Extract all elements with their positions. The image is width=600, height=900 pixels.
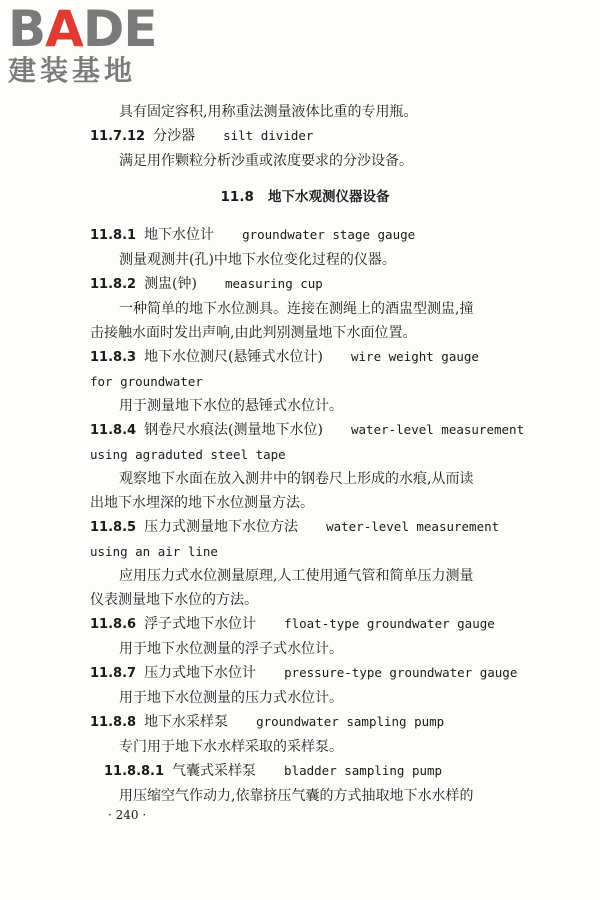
entry-title-zh: 地下水位计 [144, 227, 215, 243]
entry-description: 用于测量地下水位的悬锤式水位计。 [119, 398, 343, 414]
entry-number: 11.7.12 [90, 129, 146, 144]
entry-title-en: float-type groundwater gauge [284, 616, 495, 631]
entry-heading [90, 661, 520, 686]
logo-letters-de: DE [82, 0, 157, 58]
entry-description: 测量观测井(孔)中地下水位变化过程的仪器。 [119, 252, 396, 268]
entry-title-en: pressure-type groundwater gauge [284, 665, 518, 680]
entry-number: 11.8.1 [90, 228, 137, 243]
entry-title-zh: 压力式地下水位计 [144, 665, 257, 681]
entry-title-en: groundwater stage gauge [242, 227, 416, 242]
sub-entry-heading [90, 759, 520, 784]
entry-title-zh: 地下水采样泵 [144, 714, 229, 730]
entry-list [90, 223, 525, 759]
entry-title-en-continued: using an air line [90, 544, 218, 559]
entry-number: 11.8.6 [90, 617, 137, 632]
entry-title-zh: 地下水位测尺(悬锤式水位计) [144, 349, 323, 365]
sub-entry-description: 用压缩空气作动力,依靠挤压气囊的方式抽取地下水水样的 [119, 788, 474, 804]
entry-description: 击接触水面时发出声响,由此判别测量地下水面位置。 [90, 325, 417, 341]
entry-number: 11.8.8 [90, 715, 137, 730]
entry-heading [90, 272, 520, 297]
sub-entry-number: 11.8.8.1 [104, 764, 165, 779]
entry-number: 11.8.5 [90, 520, 137, 535]
entry-title-en-continued: using agraduted steel tape [90, 447, 286, 462]
entry-description: 仪表测量地下水位的方法。 [90, 592, 258, 608]
entry-heading [90, 345, 520, 370]
intro-line: 具有固定容积,用称重法测量液体比重的专用瓶。 [119, 104, 418, 120]
entry-description: 专门用于地下水水样采取的采样泵。 [119, 739, 343, 755]
entry-description: 满足用作颗粒分析沙重或浓度要求的分沙设备。 [119, 153, 413, 169]
entry-heading [90, 515, 520, 540]
entry-title-zh: 压力式测量地下水位方法 [144, 519, 299, 535]
entry-title-en-continued: for groundwater [90, 374, 203, 389]
entry-title-zh: 分沙器 [153, 128, 196, 144]
entry-description: 应用压力式水位测量原理,人工使用通气管和简单压力测量 [119, 568, 474, 584]
entry-title-zh: 测盅(钟) [144, 276, 197, 292]
entry-title-en: water-level measurement [351, 422, 525, 437]
logo-letter-b: B [8, 0, 46, 58]
entry-heading [90, 223, 520, 248]
entry-title-en: water-level measurement [326, 519, 500, 534]
entry-number: 11.8.3 [90, 350, 137, 365]
logo-wordmark [8, 0, 178, 58]
section-title: 地下水观测仪器设备 [267, 189, 390, 205]
entry-number: 11.8.7 [90, 666, 137, 681]
entry-heading [90, 710, 520, 735]
entry-title-en: silt divider [223, 128, 314, 143]
section-heading [90, 185, 520, 209]
entry-title-zh: 浮子式地下水位计 [144, 616, 257, 632]
sub-entry-title-en: bladder sampling pump [284, 763, 443, 778]
entry-title-en: groundwater sampling pump [256, 714, 445, 729]
sub-entry-title-zh: 气囊式采样泵 [172, 763, 257, 779]
entry-heading [90, 418, 525, 443]
entry-description: 出地下水埋深的地下水位测量方法。 [90, 495, 314, 511]
entry-description: 用于地下水位测量的压力式水位计。 [119, 690, 343, 706]
entry-number: 11.8.4 [90, 423, 137, 438]
entry-title-en: wire weight gauge [351, 349, 479, 364]
entry-number: 11.8.2 [90, 277, 137, 292]
entry-description: 观察地下水面在放入测井中的钢卷尺上形成的水痕,从而读 [119, 471, 474, 487]
entry-description: 一种简单的地下水位测具。连接在测绳上的酒盅型测盅,撞 [119, 301, 474, 317]
entry-heading [90, 612, 520, 637]
document-body [90, 100, 525, 808]
brand-logo [8, 0, 178, 88]
entry-description: 用于地下水位测量的浮子式水位计。 [119, 641, 343, 657]
logo-subtitle: 建装基地 [8, 54, 137, 87]
logo-letter-a: A [45, 0, 83, 58]
entry-title-zh: 钢卷尺水痕法(测量地下水位) [144, 422, 323, 438]
entry-heading [90, 124, 520, 149]
page-number: · 240 · [108, 808, 147, 822]
entry-title-en: measuring cup [225, 276, 323, 291]
section-number: 11.8 [220, 189, 254, 205]
